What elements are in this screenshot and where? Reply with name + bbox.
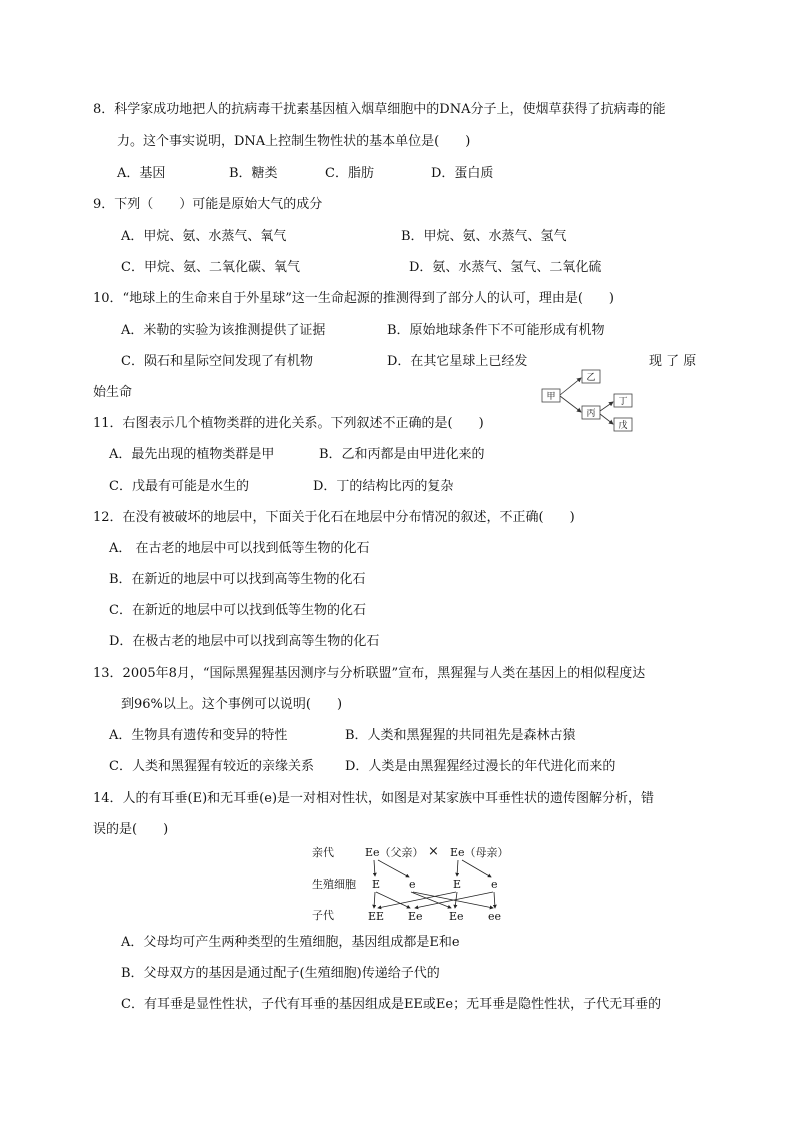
q11-stem: 11．右图表示几个植物类群的进化关系。下列叙述不正确的是( ) [93, 416, 484, 431]
q10-option-d-part2: 现 了 原 [649, 354, 697, 369]
q8-stem-line1: 8．科学家成功地把人的抗病毒干扰素基因植入烟草细胞中的DNA分子上，使烟草获得了抗病毒的能 [93, 102, 666, 117]
tree-label-bing: 丙 [586, 409, 596, 419]
q9-option-b: B．甲烷、氨、水蒸气、氢气 [401, 229, 567, 244]
q8-option-b: B．糖类 [229, 166, 278, 181]
q13-option-b: B．人类和黑猩猩的共同祖先是森林古猿 [345, 728, 576, 743]
q10-stem: 10．“地球上的生命来自于外星球”这一生命起源的推测得到了部分人的认可，理由是( ) [93, 291, 614, 306]
q14-option-b: B．父母双方的基因是通过配子(生殖细胞)传递给子代的 [121, 966, 440, 981]
diagram-label-offspring: 子代 [312, 909, 334, 922]
q14-option-a: A．父母均可产生两种类型的生殖细胞，基因组成都是E和e [121, 935, 460, 950]
q9-option-c: C．甲烷、氨、二氧化碳、氧气 [121, 260, 300, 275]
q13-stem-line1: 13．2005年8月，“国际黑猩猩基因测序与分析联盟”宣布，黑猩猩与人类在基因上的相似程度达 [93, 666, 646, 681]
q11-option-a: A．最先出现的植物类群是甲 [109, 447, 275, 462]
q9-stem: 9．下列（ ）可能是原始大气的成分 [93, 197, 323, 212]
q12-stem: 12．在没有被破坏的地层中，下面关于化石在地层中分布情况的叙述，不正确( ) [93, 510, 575, 525]
diagram-father: Ee（父亲） [365, 846, 424, 859]
diagram-offspring-4: ee [488, 910, 502, 923]
q11-plant-evolution-diagram [540, 366, 640, 436]
q13-option-d: D．人类是由黑猩猩经过漫长的年代进化而来的 [345, 759, 616, 774]
diagram-gamete-3: E [453, 878, 462, 891]
diagram-offspring-2: Ee [408, 910, 423, 923]
diagram-offspring-3: Ee [449, 910, 464, 923]
q9-option-d: D．氨、水蒸气、氢气、二氧化硫 [409, 260, 602, 275]
diagram-gamete-1: E [372, 878, 381, 891]
q12-option-a: A． 在古老的地层中可以找到低等生物的化石 [109, 541, 370, 556]
tree-label-ding: 丁 [618, 397, 628, 407]
diagram-label-gamete: 生殖细胞 [312, 878, 356, 891]
q14-stem-line1: 14．人的有耳垂(E)和无耳垂(e)是一对相对性状，如图是对某家族中耳垂性状的遗传图解分析，错 [93, 791, 655, 806]
q13-stem-line2: 到96%以上。这个事例可以说明( ) [121, 697, 343, 712]
q11-option-d: D．丁的结构比丙的复杂 [313, 479, 454, 494]
q9-option-a: A．甲烷、氨、水蒸气、氧气 [121, 229, 287, 244]
q11-option-c: C．戊最有可能是水生的 [109, 479, 249, 494]
diagram-offspring-1: EE [368, 910, 385, 923]
q11-option-b: B．乙和丙都是由甲进化来的 [319, 447, 485, 462]
q12-option-c: C．在新近的地层中可以找到低等生物的化石 [109, 603, 366, 618]
q12-option-b: B．在新近的地层中可以找到高等生物的化石 [109, 572, 366, 587]
diagram-gamete-2: e [409, 878, 416, 891]
tree-label-yi: 乙 [586, 373, 596, 383]
q8-option-a: A．基因 [117, 166, 166, 181]
diagram-gamete-4: e [491, 878, 498, 891]
q13-option-a: A．生物具有遗传和变异的特性 [109, 728, 288, 743]
diagram-mother: Ee（母亲） [450, 846, 509, 859]
tree-label-wu: 戊 [618, 421, 628, 431]
q12-option-d: D．在极古老的地层中可以找到高等生物的化石 [109, 634, 380, 649]
q8-option-d: D．蛋白质 [431, 166, 494, 181]
q14-inheritance-diagram [310, 840, 520, 928]
q10-option-b: B．原始地球条件下不可能形成有机物 [387, 323, 605, 338]
q10-option-d-part3: 始生命 [93, 385, 133, 400]
diagram-cross-symbol: × [428, 844, 439, 859]
q13-option-c: C．人类和黑猩猩有较近的亲缘关系 [109, 759, 314, 774]
q14-stem-line2: 误的是( ) [93, 822, 169, 837]
tree-label-jia: 甲 [546, 392, 556, 402]
q8-stem-line2: 力。这个事实说明，DNA上控制生物性状的基本单位是( ) [117, 134, 471, 149]
q8-option-c: C．脂肪 [325, 166, 374, 181]
q14-option-c: C．有耳垂是显性性状，子代有耳垂的基因组成是EE或Ee；无耳垂是隐性性状，子代无耳垂的 [121, 997, 662, 1012]
diagram-label-parent: 亲代 [312, 846, 334, 859]
q10-option-d-part1: D．在其它星球上已经发 [387, 354, 528, 369]
q10-option-a: A．米勒的实验为该推测提供了证据 [121, 323, 326, 338]
q10-option-c: C．陨石和星际空间发现了有机物 [121, 354, 313, 369]
